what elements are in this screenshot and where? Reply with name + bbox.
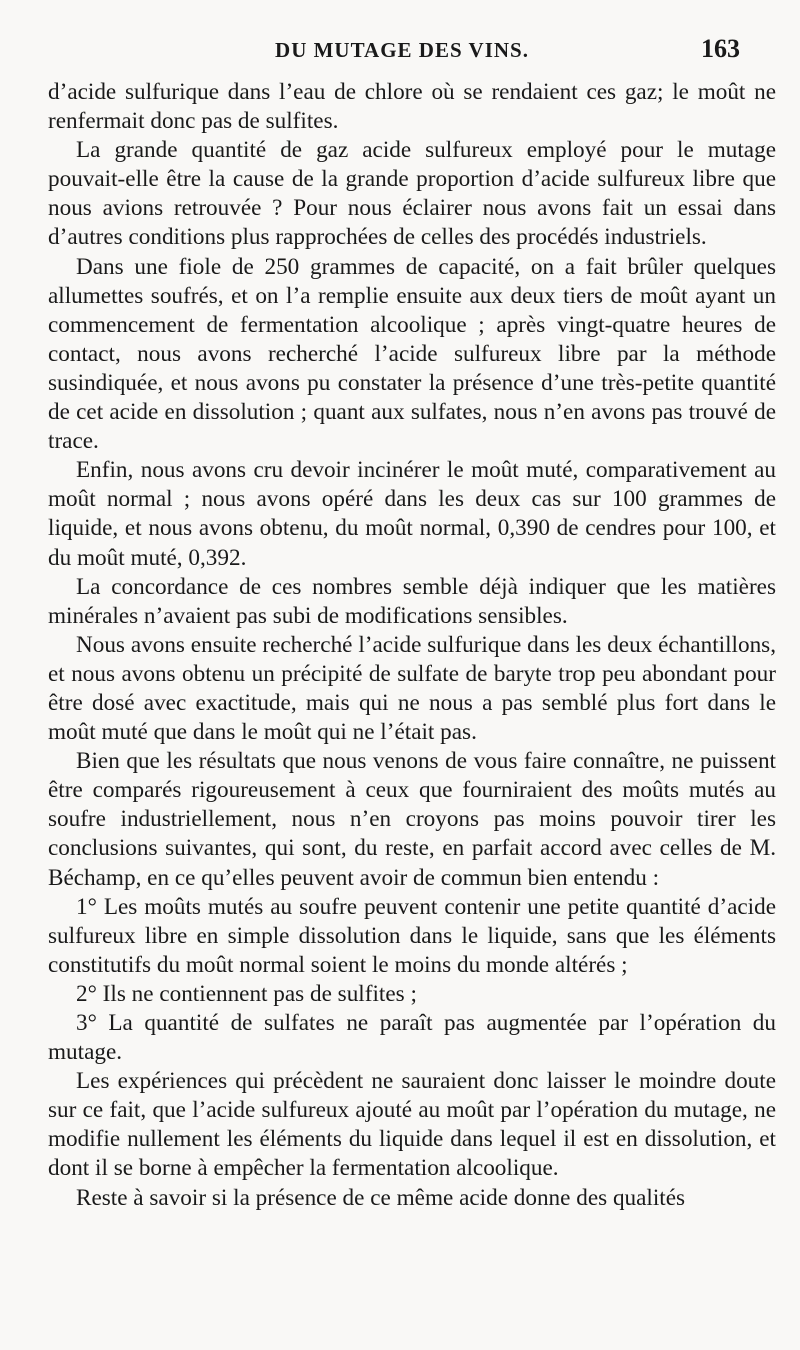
paragraph: Bien que les résultats que nous venons de vous faire connaître, ne puissent être comparés rigoureusement à ceux que fourniraient des moûts mutés au soufre industriellement, nous n’en croyons pas moins pouvoir tirer les conclusions suivantes, qui sont, du reste, en parfait accord avec celles de M. Béchamp, en ce qu’elles peuvent avoir de commun bien entendu : (48, 748, 776, 891)
paragraph: Nous avons ensuite recherché l’acide sulfurique dans les deux échantillons, et nous avons obtenu un précipité de sulfate de baryte trop peu abondant pour être dosé avec exactitude, mais qui ne nous a pas semblé plus fort dans le moût muté que dans le moût qui ne l’était pas. (48, 631, 776, 746)
conclusion-item-3: 3° La quantité de sulfates ne paraît pas augmentée par l’opération du mutage. (48, 1010, 776, 1066)
page-header (48, 34, 756, 68)
paragraph: La grande quantité de gaz acide sulfureux employé pour le mutage pouvait-elle être la cause de la grande proportion d’acide sulfureux libre que nous avions retrouvée ? Pour nous éclairer nous avons fait un essai dans d’autres conditions plus rapprochées de celles des procédés industriels. (48, 137, 776, 251)
paragraph: Dans une fiole de 250 grammes de capacité, on a fait brûler quelques allumettes soufrés, et on l’a remplie ensuite aux deux tiers de moût ayant un commencement de fermentation alcoolique ; après vingt-quatre heures de contact, nous avons recherché l’acide sulfureux libre par la méthode susindiquée, et nous avons pu constater la présence d’une très-petite quantité de cet acide en dissolution ; quant aux sulfates, nous n’en avons pas trouvé de trace. (48, 253, 776, 455)
page-number: 163 (701, 34, 740, 63)
paragraph: Enfin, nous avons cru devoir incinérer le moût muté, comparativement au moût normal ; nous avons opéré dans les deux cas sur 100 grammes de liquide, et nous avons obtenu, du moût normal, 0,390 de cendres pour 100, et du moût muté, 0,392. (48, 457, 776, 571)
running-head: DU MUTAGE DES VINS. (275, 38, 529, 62)
body-text (48, 78, 776, 1213)
conclusion-item-1: 1° Les moûts mutés au soufre peuvent contenir une petite quantité d’acide sulfureux libre en simple dissolution dans le liquide, sans que les éléments constitutifs du moût normal soient le moins du monde altérés ; (48, 893, 776, 978)
paragraph: Reste à savoir si la présence de ce même acide donne des qualités (76, 1184, 686, 1211)
paragraph: La concordance de ces nombres semble déjà indiquer que les matières minérales n’avaient pas subi de modifications sensibles. (48, 573, 776, 629)
paragraph: Les expériences qui précèdent ne sauraient donc laisser le moindre doute sur ce fait, que l’acide sulfureux ajouté au moût par l’opération du mutage, ne modifie nullement les éléments du liquide dans lequel il est en dissolution, et dont il se borne à empêcher la fermentation alcoolique. (48, 1068, 776, 1182)
paragraph-continued: d’acide sulfurique dans l’eau de chlore où se rendaient ces gaz; le moût ne renfermait donc pas de sulfites. (48, 79, 776, 135)
conclusion-item-2: 2° Ils ne contiennent pas de sulfites ; (76, 980, 417, 1007)
